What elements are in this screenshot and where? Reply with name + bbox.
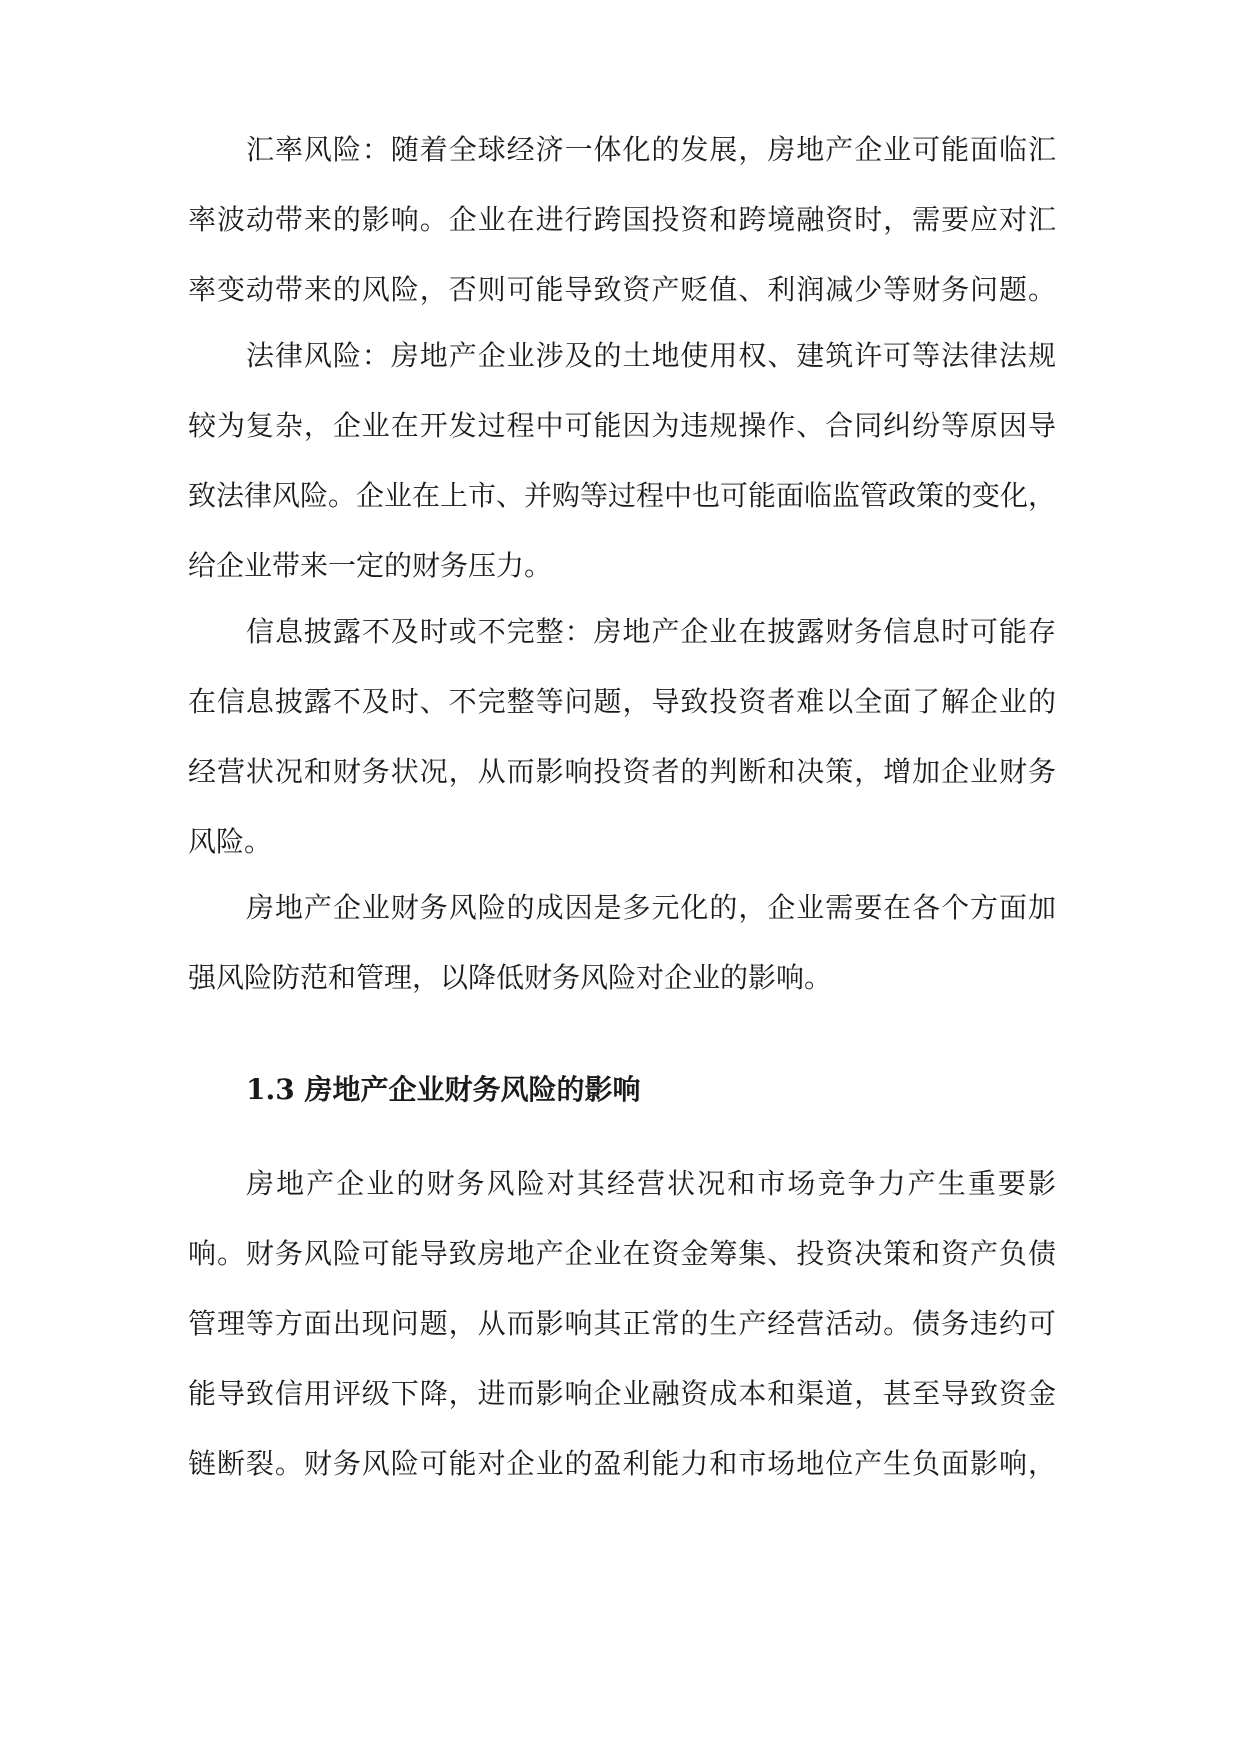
paragraph-line: 风险。 [188,825,273,858]
paragraph-line: 房地产企业财务风险的成因是多元化的，企业需要在各个方面加 [246,891,1056,924]
paragraph-line: 经营状况和财务状况，从而影响投资者的判断和决策，增加企业财务 [188,755,1056,788]
paragraph-line: 房地产企业的财务风险对其经营状况和市场竞争力产生重要影 [246,1167,1056,1200]
paragraph-line: 强风险防范和管理，以降低财务风险对企业的影响。 [188,961,833,994]
paragraph-line: 响。财务风险可能导致房地产企业在资金筹集、投资决策和资产负债 [188,1237,1056,1270]
paragraph-disclosure-risk [188,612,1056,862]
paragraph-line: 在信息披露不及时、不完整等问题，导致投资者难以全面了解企业的 [188,685,1056,718]
paragraph-exchange-rate-risk [188,130,1056,310]
paragraph-line: 信息披露不及时或不完整：房地产企业在披露财务信息时可能存 [246,615,1056,648]
paragraph-summary [188,888,1056,998]
paragraph-impact [188,1164,1056,1484]
paragraph-line: 管理等方面出现问题，从而影响其正常的生产经营活动。债务违约可 [188,1307,1056,1340]
paragraph-legal-risk [188,336,1056,586]
paragraph-line: 致法律风险。企业在上市、并购等过程中也可能面临监管政策的变化， [188,479,1057,512]
paragraph-line: 较为复杂，企业在开发过程中可能因为违规操作、合同纠纷等原因导 [188,409,1056,442]
paragraph-line: 法律风险：房地产企业涉及的土地使用权、建筑许可等法律法规 [246,339,1056,372]
paragraph-line: 率波动带来的影响。企业在进行跨国投资和跨境融资时，需要应对汇 [188,203,1056,236]
paragraph-line: 给企业带来一定的财务压力。 [188,549,553,582]
paragraph-line: 率变动带来的风险，否则可能导致资产贬值、利润减少等财务问题。 [188,273,1056,306]
paragraph-line: 链断裂。财务风险可能对企业的盈利能力和市场地位产生负面影响， [188,1447,1056,1480]
section-heading: 1.3 房地产企业财务风险的影响 [246,1073,641,1106]
paragraph-line: 汇率风险：随着全球经济一体化的发展，房地产企业可能面临汇 [246,133,1056,166]
paragraph-line: 能导致信用评级下降，进而影响企业融资成本和渠道，甚至导致资金 [188,1377,1056,1410]
